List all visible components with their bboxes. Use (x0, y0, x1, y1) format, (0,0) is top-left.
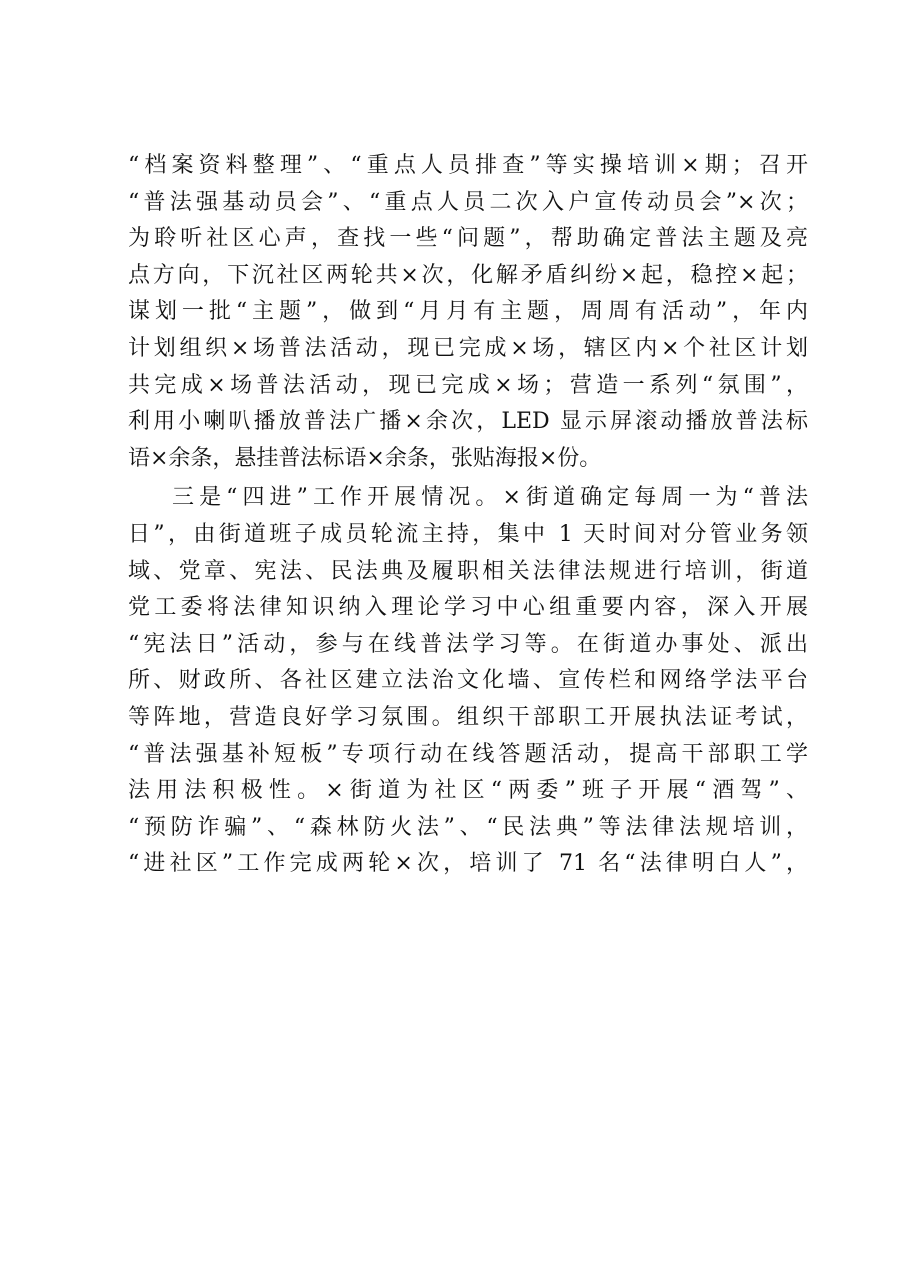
text-line: “进社区”工作完成两轮×次，培训了 71 名“法律明白人”， (128, 851, 808, 877)
text-line: “宪法日”活动，参与在线普法学习等。在街道办事处、派出 (128, 631, 808, 657)
text-line: 域、党章、宪法、民法典及履职相关法律法规进行培训，街道 (128, 558, 808, 584)
text-line: 语×余条，悬挂普法标语×余条，张贴海报×份。 (128, 445, 602, 471)
text-line: 等阵地，营造良好学习氛围。组织干部职工开展执法证考试， (128, 704, 808, 730)
text-line: “档案资料整理”、“重点人员排查”等实操培训×期；召开 (128, 153, 808, 178)
text-line: 谋划一批“主题”，做到“月月有主题，周周有活动”，年内 (128, 299, 808, 325)
text-line: “预防诈骗”、“森林防火法”、“民法典”等法律法规培训， (128, 814, 808, 840)
text-line: 法用法积极性。×街道为社区“两委”班子开展“酒驾”、 (128, 778, 808, 804)
paragraph-2 (128, 480, 808, 883)
text-line: 三是“四进”工作开展情况。×街道确定每周一为“普法 (172, 485, 808, 511)
body-text (128, 148, 808, 883)
text-line: 利用小喇叭播放普法广播×余次，LED 显示屏滚动播放普法标 (128, 409, 808, 435)
text-line: 为聆听社区心声，查找一些“问题”，帮助确定普法主题及亮 (128, 226, 808, 252)
text-line: 共完成×场普法活动，现已完成×场；营造一系列“氛围”， (128, 372, 808, 398)
text-line: 所、财政所、各社区建立法治文化墙、宣传栏和网络学法平台 (128, 668, 808, 694)
text-line: 点方向，下沉社区两轮共×次，化解矛盾纠纷×起，稳控×起； (128, 262, 808, 288)
text-line: “普法强基补短板”专项行动在线答题活动，提高干部职工学 (128, 741, 808, 767)
text-line: 日”，由街道班子成员轮流主持，集中 1 天时间对分管业务领 (128, 521, 808, 547)
text-line: “普法强基动员会”、“重点人员二次入户宣传动员会”×次； (128, 189, 808, 215)
text-line: 党工委将法律知识纳入理论学习中心组重要内容，深入开展 (128, 595, 808, 621)
paragraph-1 (128, 148, 808, 477)
text-line: 计划组织×场普法活动，现已完成×场，辖区内×个社区计划 (128, 335, 808, 361)
